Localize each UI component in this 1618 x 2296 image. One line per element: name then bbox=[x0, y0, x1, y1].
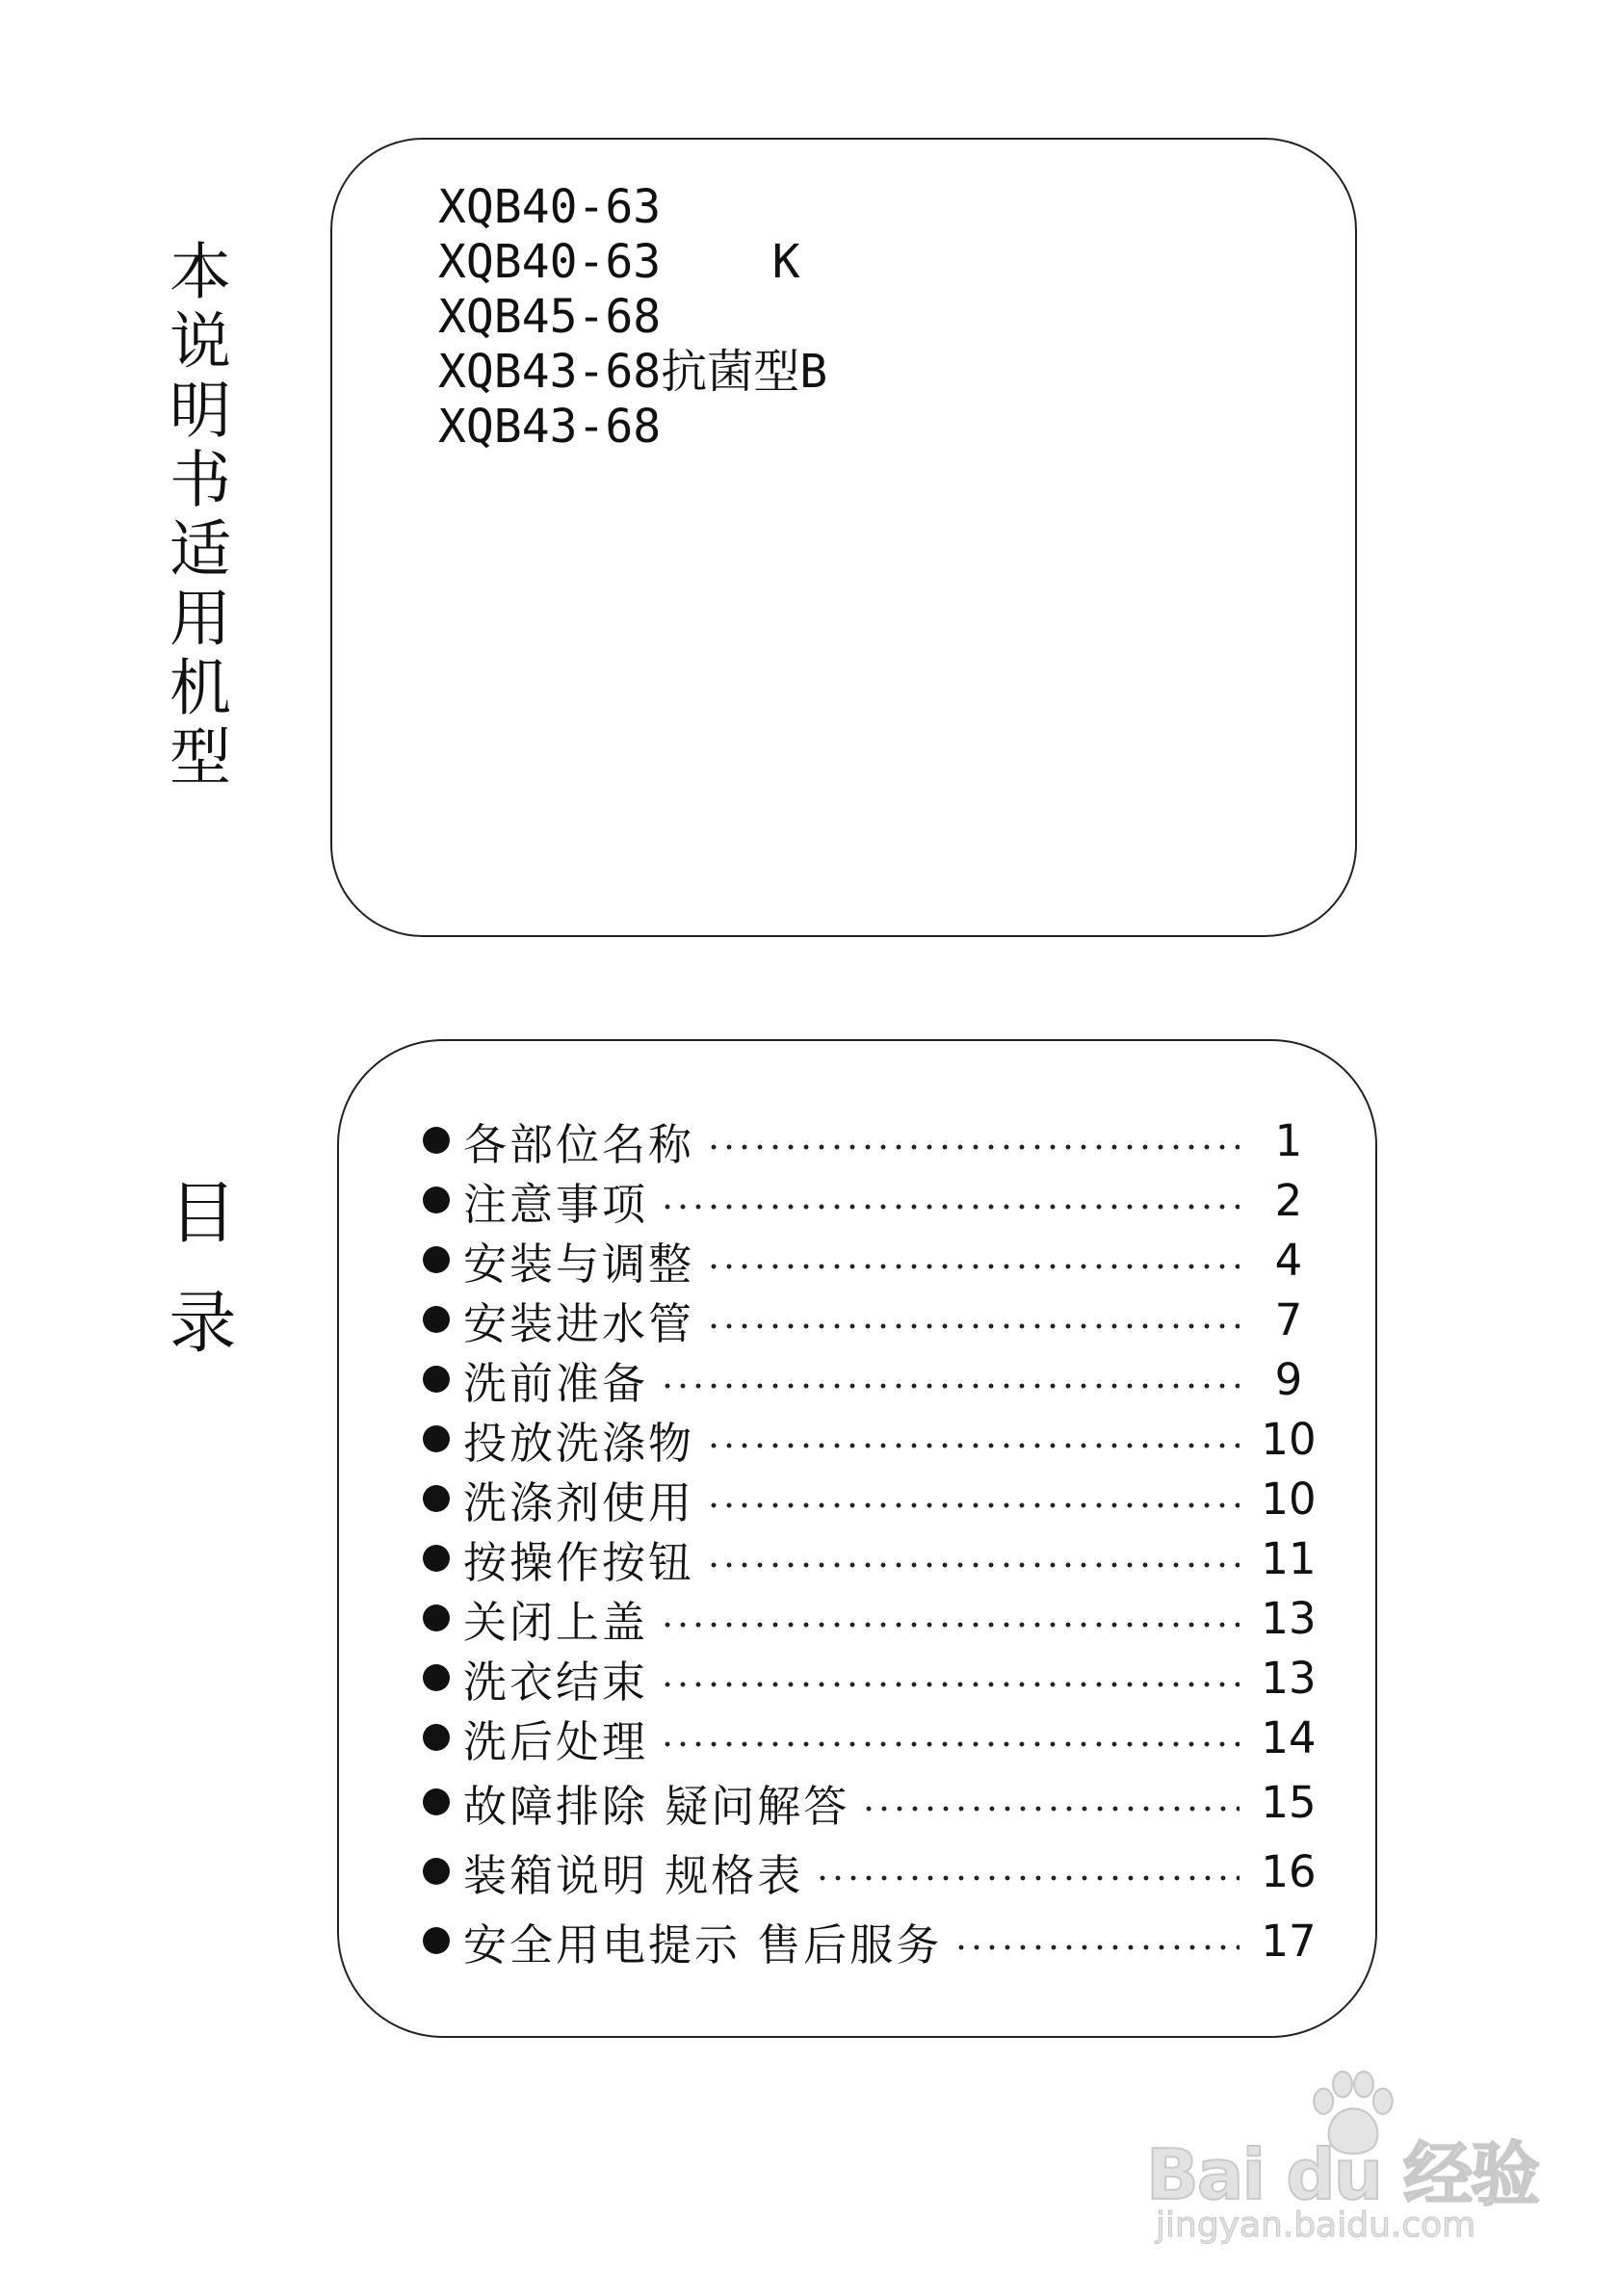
toc-entry-title: 各部位名称 bbox=[463, 1118, 695, 1170]
dot-leader bbox=[706, 1501, 1240, 1509]
toc-entry-title: 洗衣结束 bbox=[463, 1656, 649, 1708]
toc-entry-title: 洗后处理 bbox=[463, 1715, 649, 1767]
toc-entry-page: 2 bbox=[1274, 1174, 1303, 1226]
toc-entry-title: 按操作按钮 bbox=[463, 1536, 695, 1588]
toc-section-label: 目录 bbox=[158, 1177, 237, 1396]
toc-entry-page: 10 bbox=[1261, 1413, 1317, 1465]
toc-entry-title: 注意事项 bbox=[463, 1178, 649, 1230]
toc-entry-page: 14 bbox=[1261, 1711, 1317, 1763]
toc-entry bbox=[423, 1170, 1318, 1230]
toc-entry-title: 关闭上盖 bbox=[463, 1596, 649, 1648]
model-item: XQB40-63 K bbox=[438, 235, 800, 289]
dot-leader bbox=[706, 1442, 1240, 1449]
toc-entry-page: 1 bbox=[1274, 1114, 1303, 1166]
dot-leader bbox=[706, 1263, 1240, 1270]
watermark-brand: Bai du 经验 bbox=[1146, 2134, 1539, 2215]
toc-entry-page: 7 bbox=[1274, 1293, 1303, 1345]
dot-leader bbox=[815, 1874, 1240, 1882]
toc-entry-title: 洗前准备 bbox=[463, 1357, 649, 1409]
bullet-icon bbox=[423, 1788, 450, 1815]
toc-entry bbox=[423, 1409, 1318, 1469]
toc-entry-page: 16 bbox=[1261, 1845, 1317, 1897]
dot-leader bbox=[660, 1681, 1240, 1688]
bullet-icon bbox=[423, 1366, 450, 1393]
dot-leader bbox=[706, 1322, 1240, 1330]
toc-entry bbox=[423, 1906, 1318, 1975]
bullet-icon bbox=[423, 1664, 450, 1691]
toc-entry bbox=[423, 1767, 1318, 1837]
toc-entry-page: 10 bbox=[1261, 1473, 1317, 1525]
dot-leader bbox=[660, 1621, 1240, 1629]
watermark bbox=[1146, 2061, 1551, 2254]
toc-entry bbox=[423, 1110, 1318, 1170]
model-list bbox=[438, 180, 827, 455]
model-item: XQB40-63 bbox=[438, 180, 662, 234]
toc-entry-page: 13 bbox=[1261, 1592, 1317, 1644]
models-panel bbox=[330, 138, 1357, 937]
bullet-icon bbox=[423, 1246, 450, 1273]
toc-entry-page: 11 bbox=[1261, 1532, 1317, 1584]
bullet-icon bbox=[423, 1127, 450, 1154]
bullet-icon bbox=[423, 1485, 450, 1512]
dot-leader bbox=[660, 1740, 1240, 1748]
bullet-icon bbox=[423, 1724, 450, 1751]
toc-entry-page: 15 bbox=[1261, 1776, 1317, 1828]
toc-entry-page: 9 bbox=[1274, 1353, 1303, 1405]
bullet-icon bbox=[423, 1545, 450, 1572]
toc-entry bbox=[423, 1648, 1318, 1708]
bullet-icon bbox=[423, 1425, 450, 1452]
toc-entry-title: 洗涤剂使用 bbox=[463, 1476, 695, 1528]
model-item: XQB43-68 bbox=[438, 400, 662, 454]
toc-entry-title: 故障排除 疑问解答 bbox=[463, 1780, 850, 1832]
model-item: XQB45-68 bbox=[438, 290, 662, 344]
toc-entry bbox=[423, 1230, 1318, 1290]
toc-entry-title: 投放洗涤物 bbox=[463, 1417, 695, 1469]
dot-leader bbox=[706, 1561, 1240, 1569]
dot-leader bbox=[660, 1203, 1240, 1211]
bullet-icon bbox=[423, 1605, 450, 1631]
toc-list bbox=[423, 1110, 1318, 1975]
toc-entry bbox=[423, 1290, 1318, 1349]
toc-entry bbox=[423, 1469, 1318, 1528]
toc-entry-title: 装箱说明 规格表 bbox=[463, 1849, 804, 1901]
toc-entry bbox=[423, 1588, 1318, 1648]
bullet-icon bbox=[423, 1187, 450, 1213]
toc-entry-title: 安装进水管 bbox=[463, 1297, 695, 1349]
bullet-icon bbox=[423, 1306, 450, 1333]
dot-leader bbox=[953, 1944, 1240, 1951]
toc-entry bbox=[423, 1349, 1318, 1409]
dot-leader bbox=[660, 1382, 1240, 1390]
toc-panel bbox=[337, 1039, 1377, 2038]
models-section-label: 本说明书适用机型 bbox=[159, 239, 230, 794]
toc-entry-title: 安装与调整 bbox=[463, 1238, 695, 1290]
bullet-icon bbox=[423, 1927, 450, 1954]
toc-entry bbox=[423, 1708, 1318, 1767]
dot-leader bbox=[706, 1143, 1240, 1151]
model-item: XQB43-68抗菌型B bbox=[438, 345, 828, 399]
toc-entry-title: 安全用电提示 售后服务 bbox=[463, 1918, 943, 1970]
toc-entry-page: 13 bbox=[1261, 1652, 1317, 1704]
toc-entry-page: 17 bbox=[1261, 1915, 1317, 1967]
bullet-icon bbox=[423, 1858, 450, 1885]
dot-leader bbox=[861, 1805, 1240, 1813]
toc-entry-page: 4 bbox=[1274, 1234, 1303, 1286]
toc-entry bbox=[423, 1837, 1318, 1906]
toc-entry bbox=[423, 1528, 1318, 1588]
watermark-url: jingyan.baidu.com bbox=[1156, 2205, 1476, 2245]
